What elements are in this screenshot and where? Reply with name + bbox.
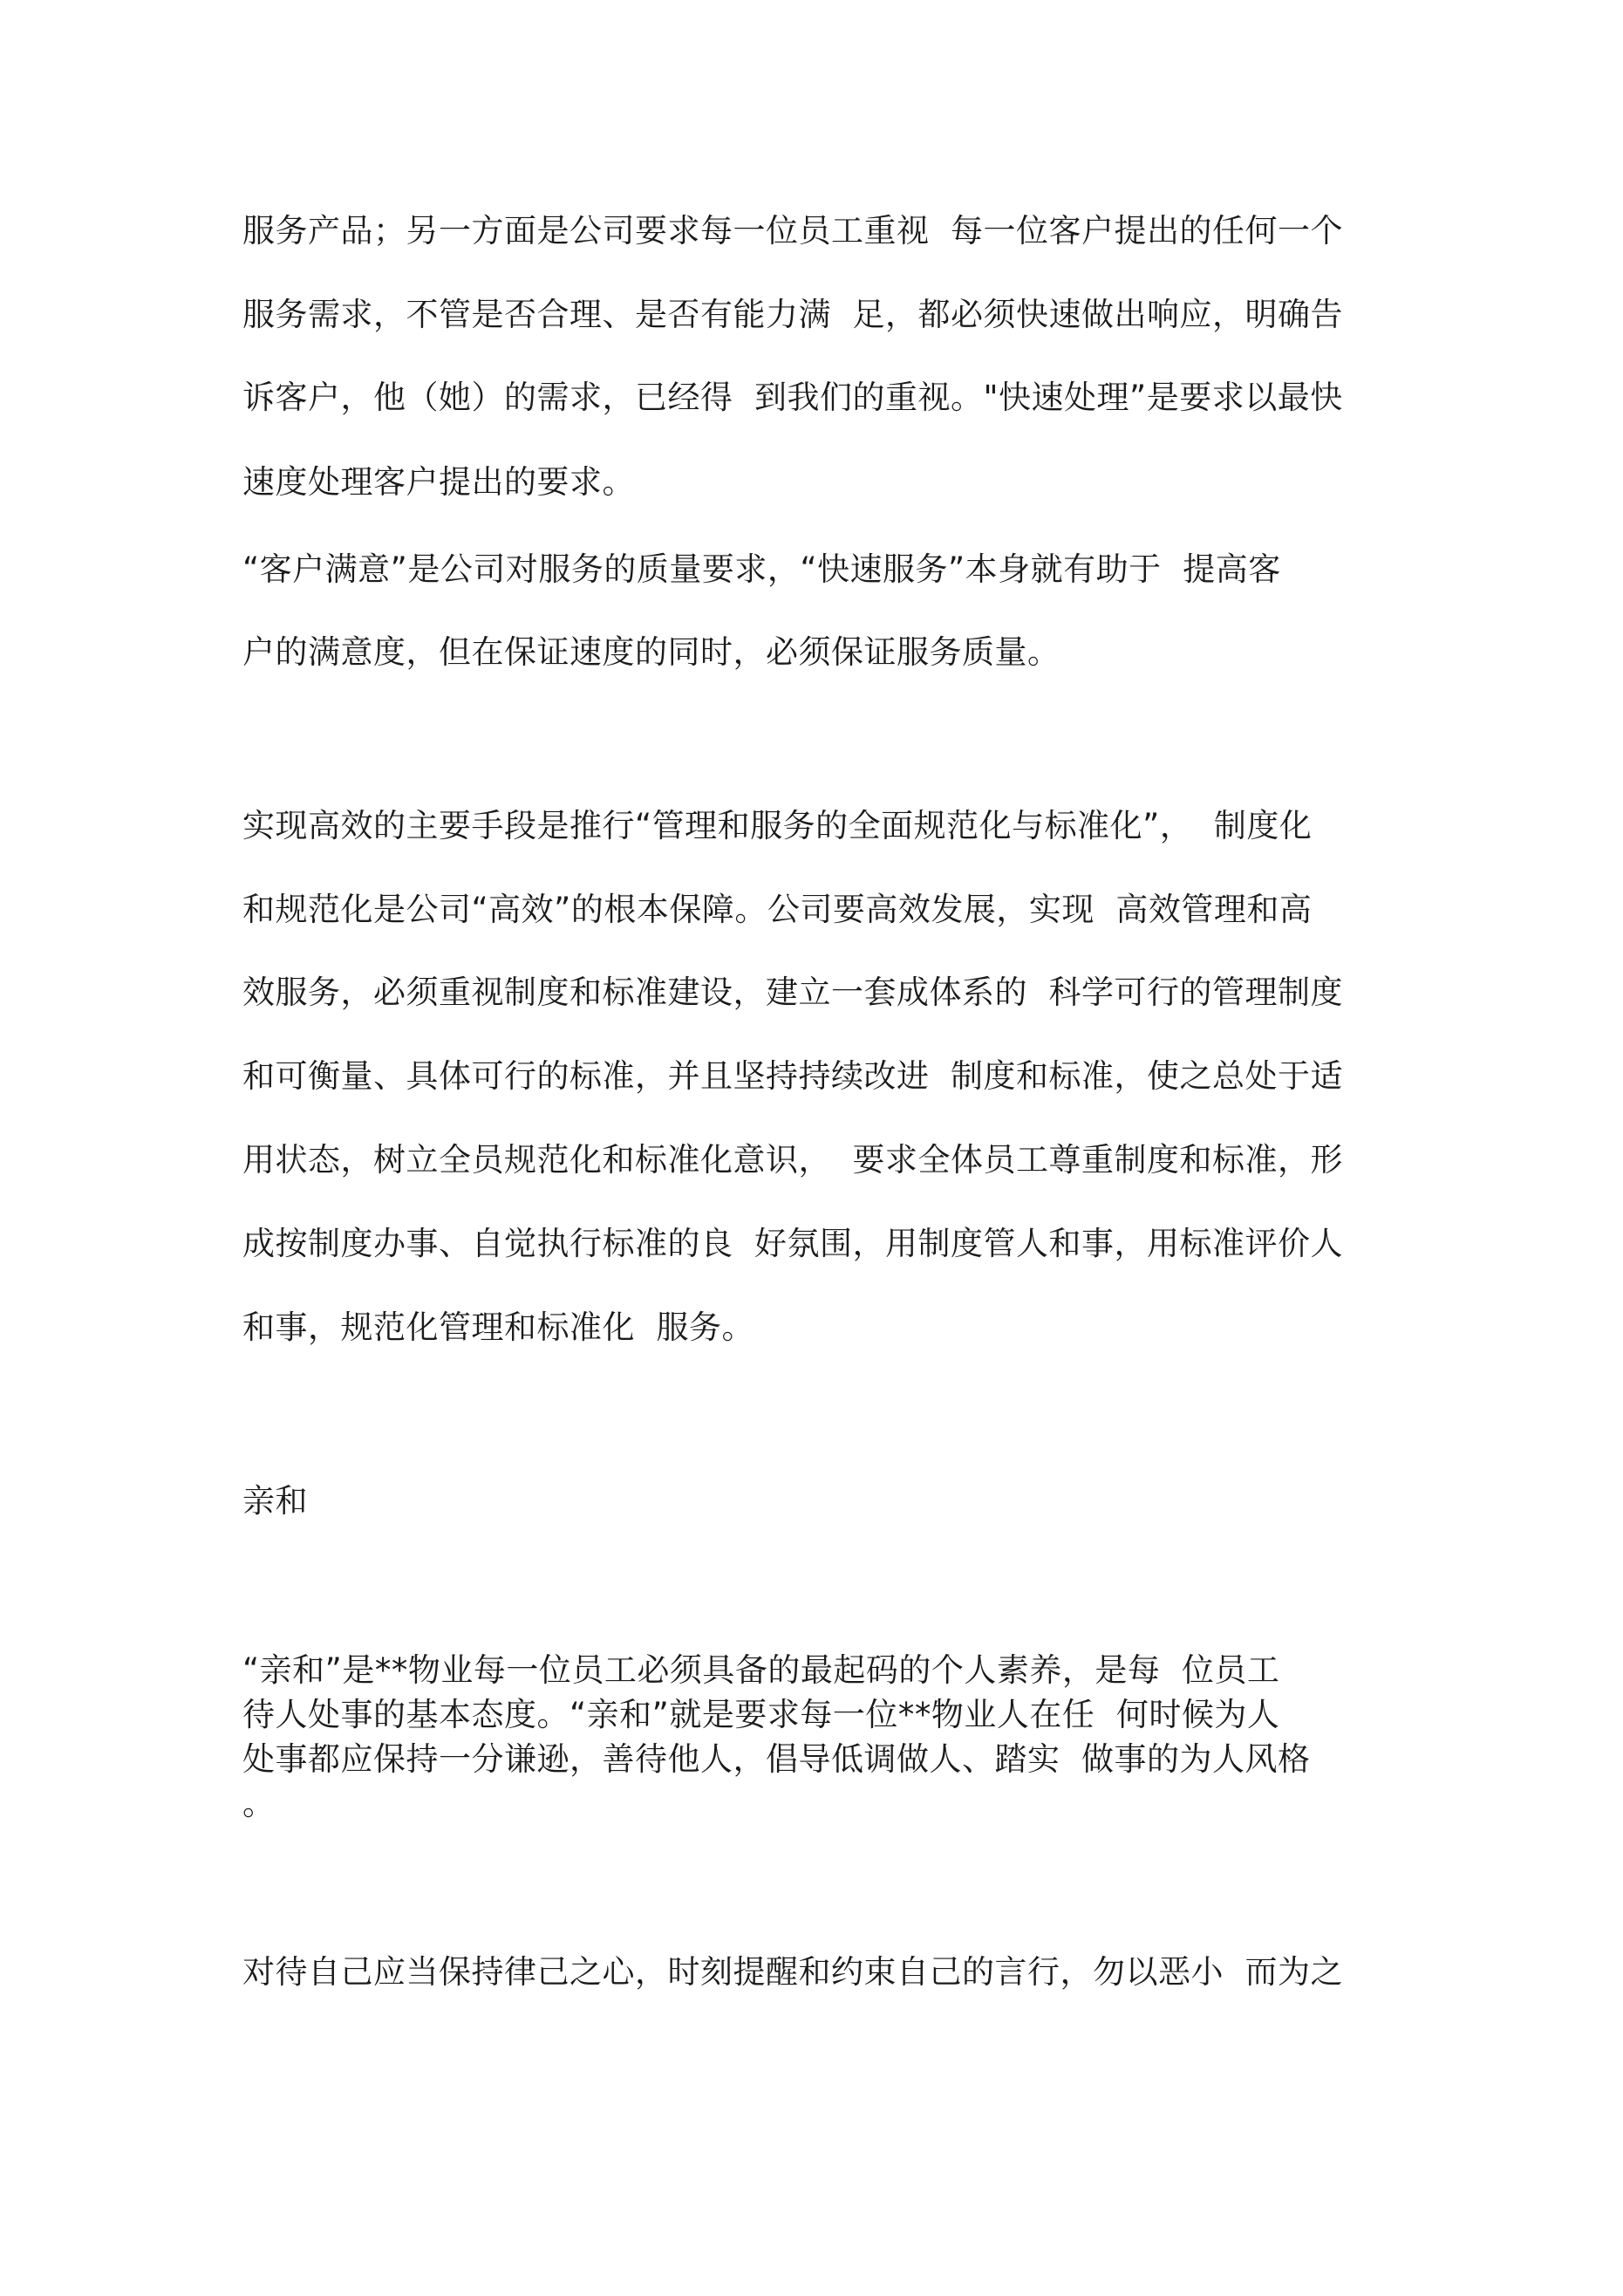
text-line: “亲和”是**物业每一位员工必须具备的最起码的个人素养，是每 位员工: [242, 1651, 1280, 1689]
text-line: 和可衡量、具体可行的标准，并且坚持持续改进 制度和标准，使之总处于适: [242, 1057, 1344, 1095]
text-line: “客户满意”是公司对服务的质量要求，“快速服务”本身就有助于 提高客: [242, 550, 1281, 588]
section-heading: 亲和: [242, 1482, 308, 1520]
text-line: 户的满意度，但在保证速度的同时，必须保证服务质量。: [242, 633, 1060, 671]
text-line: 和规范化是公司“高效”的根本保障。公司要高效发展，实现 高效管理和高: [242, 891, 1313, 928]
text-line: 诉客户，他（她）的需求，已经得 到我们的重视。"快速处理”是要求以最快: [242, 379, 1343, 416]
text-line: 。: [242, 1785, 276, 1822]
text-line: 速度处理客户提出的要求。: [242, 463, 635, 501]
text-line: 效服务，必须重视制度和标准建设，建立一套成体系的 科学可行的管理制度: [242, 974, 1344, 1011]
text-line: 服务需求，不管是否合理、是否有能力满 足，都必须快速做出响应，明确告: [242, 296, 1344, 333]
text-line: 对待自己应当保持律己之心，时刻提醒和约束自己的言行，勿以恶小 而为之: [242, 1953, 1344, 1991]
text-line: 待人处事的基本态度。“亲和”就是要求每一位**物业人在任 何时候为人: [242, 1696, 1280, 1733]
text-line: 用状态，树立全员规范化和标准化意识， 要求全体员工尊重制度和标准，形: [242, 1141, 1344, 1179]
text-line: 处事都应保持一分谦逊，善待他人，倡导低调做人、踏实 做事的为人风格: [242, 1740, 1311, 1778]
text-line: 和事，规范化管理和标准化 服务。: [242, 1309, 755, 1346]
text-line: 实现高效的主要手段是推行“管理和服务的全面规范化与标准化”， 制度化: [242, 807, 1313, 844]
text-line: 成按制度办事、自觉执行标准的良 好氛围，用制度管人和事，用标准评价人: [242, 1225, 1344, 1262]
text-line: 服务产品；另一方面是公司要求每一位员工重视 每一位客户提出的任何一个: [242, 212, 1344, 249]
